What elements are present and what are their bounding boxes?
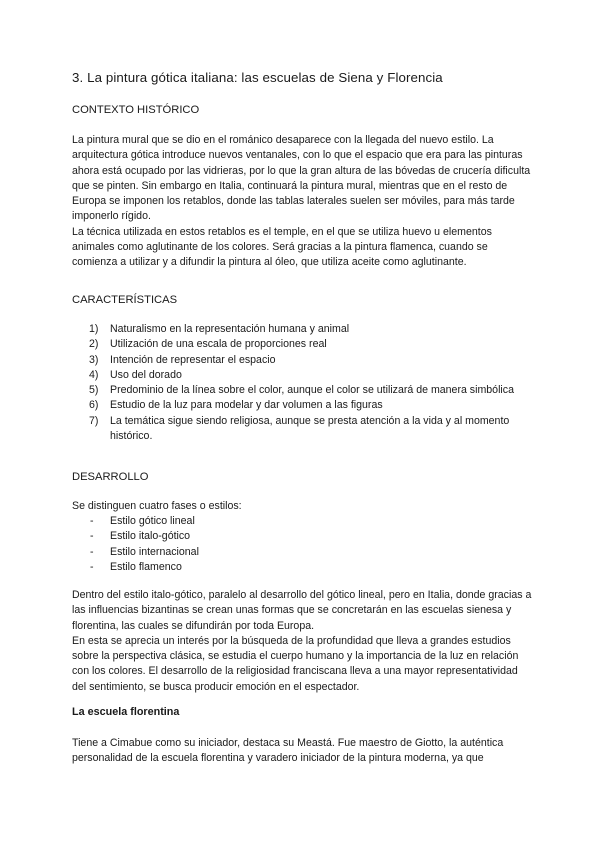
list-item-number: 2) [89, 338, 99, 351]
list-item-dash: - [90, 530, 94, 543]
list-item [72, 383, 532, 398]
contexto-paragraph-2: La técnica utilizada en estos retablos es el temple, en el que se utiliza huevo u elementos animales como aglutinante de los colores. Será gracias a la pintura flamenca, cuando se comienza a utilizar y a difundir la pintura al óleo, que utiliza aceite como aglutinante. [72, 225, 492, 269]
list-item-number: 4) [89, 368, 99, 381]
list-item-dash: - [90, 515, 94, 527]
list-item [72, 368, 532, 383]
list-item-text: Estilo flamenco [110, 560, 182, 573]
list-item [72, 337, 532, 352]
list-item-text: Estudio de la luz para modelar y dar volumen a las figuras [110, 399, 383, 412]
list-item [72, 414, 532, 445]
heading-escuela-florentina: La escuela florentina [72, 706, 180, 718]
list-item-number: 3) [89, 353, 99, 366]
list-item [72, 529, 532, 544]
list-item-number: 6) [89, 399, 99, 412]
list-item [72, 322, 532, 337]
list-item [72, 353, 532, 368]
heading-caracteristicas: CARACTERÍSTICAS [72, 294, 178, 306]
desarrollo-text [72, 588, 532, 695]
contexto-text [72, 133, 532, 271]
list-item-dash: - [90, 545, 94, 558]
list-item-text: Intención de representar el espacio [110, 353, 276, 366]
desarrollo-intro: Se distinguen cuatro fases o estilos: [72, 500, 242, 512]
list-item-text: Estilo italo-gótico [110, 530, 191, 543]
estilos-list [72, 514, 532, 575]
list-item-number: 7) [89, 414, 99, 427]
heading-desarrollo: DESARROLLO [72, 471, 149, 483]
list-item-text: Predominio de la línea sobre el color, aunque el color se utilizará de manera simbólica [110, 384, 514, 397]
heading-contexto: CONTEXTO HISTÓRICO [72, 104, 200, 116]
caracteristicas-list [72, 322, 532, 444]
list-item [72, 514, 532, 529]
list-item [72, 398, 532, 413]
list-item-text: Estilo gótico lineal [110, 515, 195, 527]
list-item-text: Utilización de una escala de proporciones real [110, 338, 327, 351]
list-item-text: Naturalismo en la representación humana y animal [110, 323, 350, 335]
contexto-paragraph-1: La pintura mural que se dio en el románico desaparece con la llegada del nuevo estilo. La arquitectura gótica introduce nuevos ventanales, con lo que el espacio que era para las pinturas ahora está ocupado por las vidrieras, por lo que la gran altura de las bóvedas de crucería dificulta que se pinten. Sin embargo en Italia, continuará la pintura mural, mientras que en el resto de Europa se imponen los retablos, donde las tablas laterales suelen ser móviles, para más tarde imponerlo rígido. [72, 134, 531, 223]
list-item-number: 1) [89, 323, 99, 335]
list-item-text: Uso del dorado [110, 368, 182, 381]
desarrollo-paragraph-1: Dentro del estilo italo-gótico, paralelo al desarrollo del gótico lineal, pero en Italia, donde gracias a las influencias bizantinas se crean unas formas que se concretarán en las escuelas sienesa y florentina, las cuales se difundirán por toda Europa. [72, 589, 532, 632]
document-title: 3. La pintura gótica italiana: las escuelas de Siena y Florencia [72, 70, 443, 85]
list-item-text: Estilo internacional [110, 545, 199, 558]
florentina-paragraph: Tiene a Cimabue como su iniciador, destaca su Meastá. Fue maestro de Giotto, la auténtica personalidad de la escuela florentina y varadero iniciador de la pintura moderna, ya que [72, 737, 504, 765]
desarrollo-paragraph-2: En esta se aprecia un interés por la búsqueda de la profundidad que lleva a grandes estudios sobre la perspectiva clásica, se estudia el cuerpo humano y la importancia de la luz en relación con los colores. El desarrollo de la religiosidad franciscana lleva a una mayor representatividad del sentimiento, se busca producir emoción en el espectador. [72, 634, 519, 693]
list-item [72, 560, 532, 575]
list-item-text: La temática sigue siendo religiosa, aunque se presta atención a la vida y al momento histórico. [110, 414, 510, 443]
list-item-number: 5) [89, 384, 99, 397]
list-item [72, 545, 532, 560]
list-item-dash: - [90, 560, 94, 573]
